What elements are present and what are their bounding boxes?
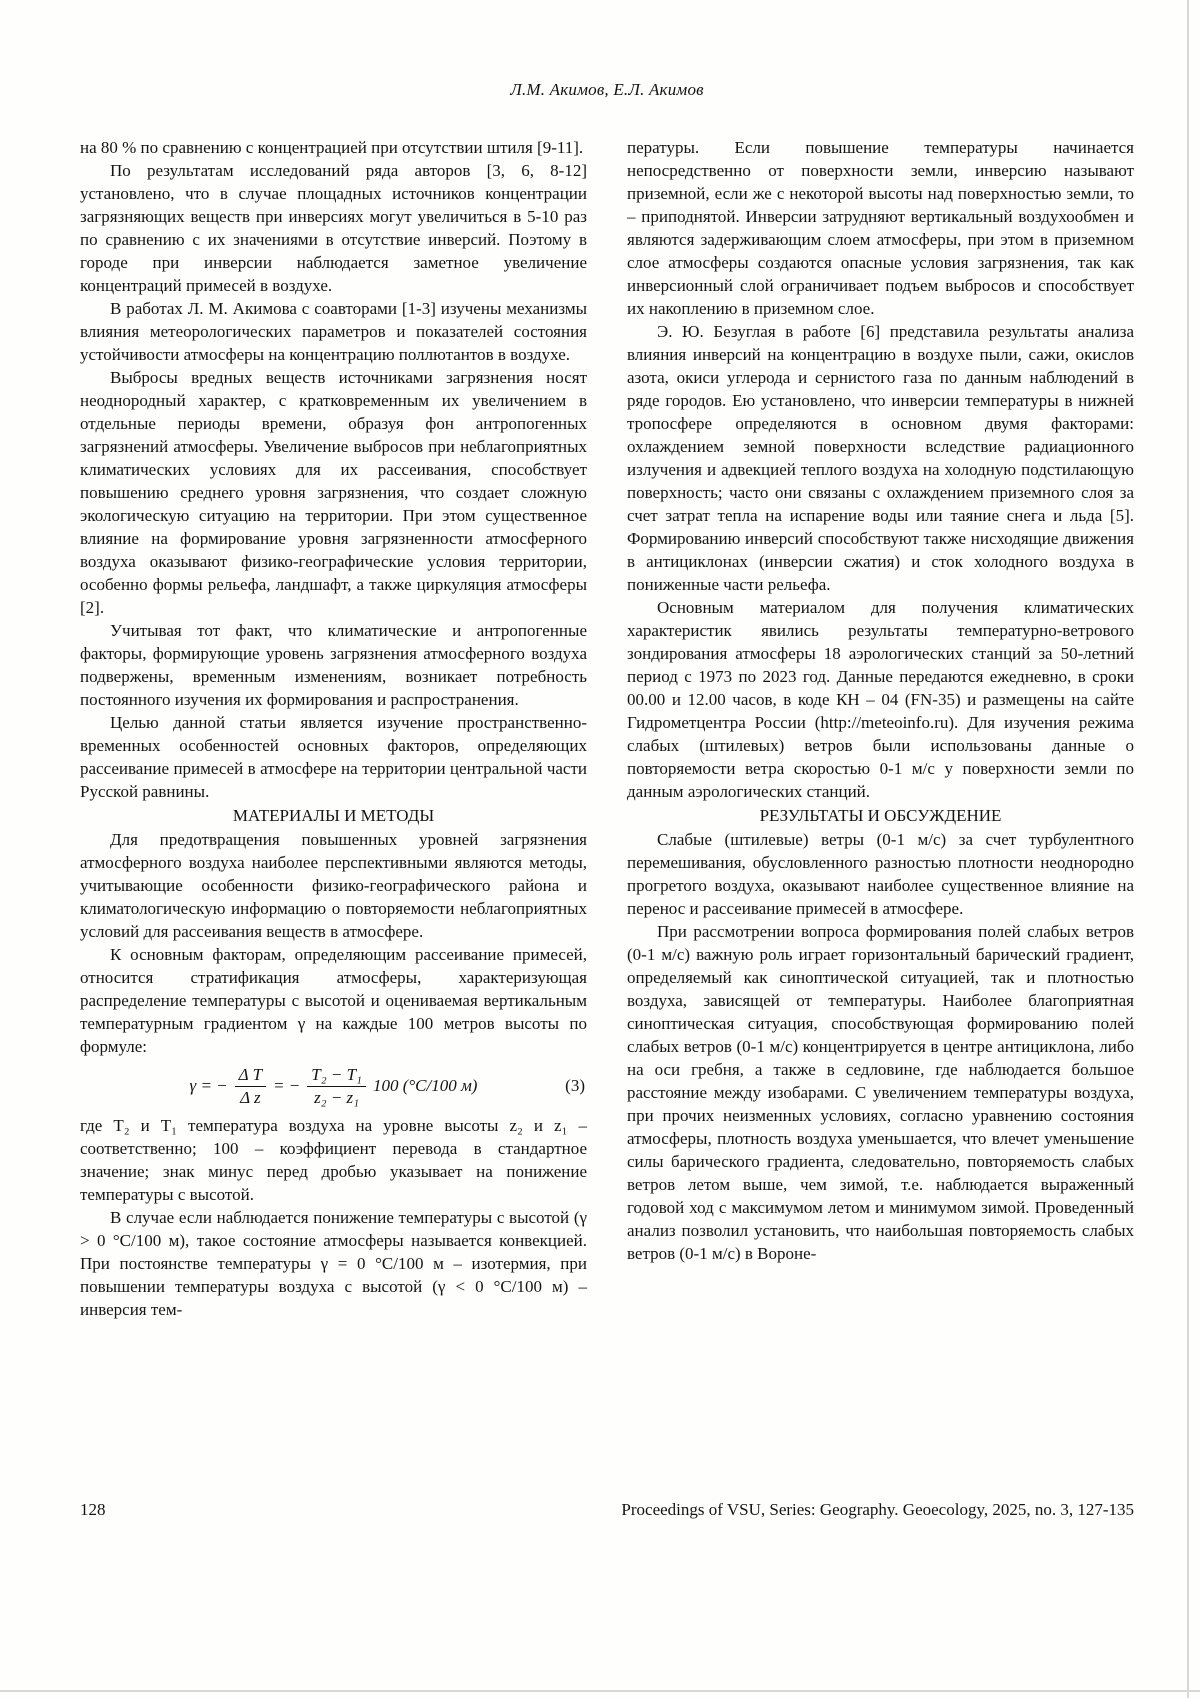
paragraph: Э. Ю. Безуглая в работе [6] представила результаты анализа влияния инверсий на концентрацию в воздухе пыли, сажи, окислов азота, окиси углерода и сернистого газа по данным наблюдений в ряде городов. Ею установлено, что инверсии температуры в нижней тропосфере определяются в основном двумя факторами: охлаждением земной поверхности вследствие радиационного излучения и адвекцией теплого воздуха на холодную подстилающую поверхность; часто они связаны с охлаждением приземного слоя за счет затрат тепла на испарение воды или таяние снега и льда [5]. Формированию инверсий способствуют также нисходящие движения в антициклонах (инверсии сжатия) и сток холодного воздуха в пониженные части рельефа.	[627, 322, 1134, 594]
formula-mid: = −	[273, 1076, 301, 1096]
formula-lhs: γ = −	[189, 1076, 228, 1096]
paragraph: В случае если наблюдается понижение температуры с высотой (γ > 0 °C/100 м), такое состояние атмосферы называется конвекцией. При постоянстве температуры γ = 0 °C/100 м – изотермия, при повышении температуры воздуха с высотой (γ < 0 °C/100 м) – инверсия тем-	[80, 1208, 587, 1320]
paragraph: К основным факторам, определяющим рассеивание примесей, относится стратификация атмосферы, характеризующая распределение температуры с высотой и оцениваемая вертикальным температурным градиентом γ на каждые 100 метров высоты по формуле:	[80, 945, 587, 1056]
paragraph: Учитывая тот факт, что климатические и антропогенные факторы, формирующие уровень загрязнения атмосферного воздуха подвержены, временным изменениям, возникает потребность постоянного изучения их формирования и распространения.	[80, 621, 587, 709]
formula-fraction-temp: $\frac{\text{T₂ − T₁}}{\text{z₂ − z₁}}$	[307, 1065, 366, 1107]
paragraph: Для предотвращения повышенных уровней загрязнения атмосферного воздуха наиболее перспективными являются методы, учитывающие особенности физико-географического района и климатологическую информацию о повторяемости неблагоприятных условий для рассеивания веществ в атмосфере.	[80, 830, 587, 941]
left-column	[80, 136, 587, 1321]
page-number: 128	[80, 1500, 106, 1519]
formula-tail: 100 (°C/100 м)	[372, 1076, 478, 1096]
journal-line: Proceedings of VSU, Series: Geography. Geoecology, 2025, no. 3, 127-135	[621, 1500, 1134, 1519]
paragraph: Основным материалом для получения климатических характеристик явились результаты температурно-ветрового зондирования атмосферы 18 аэрологических станций за 50-летний период с 1973 по 2023 год. Данные передаются ежедневно, в сроки 00.00 и 12.00 часов, в коде КН – 04 (FN-35) и размещены на сайте Гидрометцентра России (http://meteoinfo.ru). Для изучения режима слабых (штилевых) ветров были использованы данные о повторяемости ветра скоростью 0-1 м/с у поверхности земли по данным аэрологических станций.	[627, 598, 1134, 801]
paragraph: При рассмотрении вопроса формирования полей слабых ветров (0-1 м/с) важную роль играет горизонтальный барический градиент, определяемый как синоптической ситуацией, так и плотностью воздуха, зависящей от температуры. Наиболее благоприятная синоптическая ситуация, способствующая формированию полей слабых ветров (0-1 м/с) концентрируется в центре антициклона, либо на оси гребня, а также в седловине, где наблюдается большое расстояние между изобарами. С увеличением температуры воздуха, при прочих неизменных условиях, согласно уравнению состояния атмосферы, плотность воздуха уменьшается, что влечет уменьшение силы барического градиента, следовательно, повторяемость слабых ветров летом выше, чем зимой, т.е. наблюдается выраженный годовой ход с максимумом летом и минимумом зимой. Проведенный анализ позволил установить, что наибольшая повторяемость слабых ветров (0-1 м/с) в Вороне-	[627, 922, 1134, 1263]
paragraph: на 80 % по сравнению с концентрацией при отсутствии штиля [9-11].	[80, 138, 584, 157]
two-column-text	[80, 136, 1134, 1321]
paragraph: Выбросы вредных веществ источниками загрязнения носят неоднородный характер, с кратковременным их увеличением в отдельные периоды времени, образуя фон антропогенных загрязнений атмосферы. Увеличение выбросов при неблагоприятных климатических условиях для их рассеивания, способствует повышению среднего уровня загрязнения, что создает сложную экологическую ситуацию на территории. При этом существенное влияние на формирование уровня загрязненности атмосферного воздуха оказывают физико-географические условия территории, особенно формы рельефа, ландшафт, а также циркуляция атмосферы [2].	[80, 368, 587, 617]
right-column	[627, 136, 1134, 1321]
paragraph: Целью данной статьи является изучение пространственно-временных особенностей основных факторов, определяющих рассеивание примесей в атмосфере на территории центральной части Русской равнины.	[80, 713, 587, 801]
scan-edge-bottom	[0, 1690, 1200, 1692]
paragraph: Слабые (штилевые) ветры (0-1 м/с) за счет турбулентного перемешивания, обусловленного разностью плотности неоднородно прогретого воздуха, оказывают наиболее существенное влияние на перенос и рассеивание примесей в атмосфере.	[627, 830, 1134, 918]
scan-edge-right	[1187, 0, 1189, 1698]
authors-line: Л.М. Акимов, Е.Л. Акимов	[510, 80, 704, 99]
paragraph: пературы. Если повышение температуры начинается непосредственно от поверхности земли, инверсию называют приземной, если же с некоторой высоты над поверхностью земли, то – приподнятой. Инверсии затрудняют вертикальный воздухообмен и являются задерживающим слоем атмосферы, при этом в приземном слое атмосферы создаются опасные условия загрязнения, так как инверсионный слой ограничивает подъем выбросов и способствует их накоплению в приземном слое.	[627, 138, 1134, 318]
page-footer	[80, 1500, 1134, 1520]
formula-number: (3)	[565, 1076, 585, 1096]
paragraph: где T₂ и T₁ температура воздуха на уровне высоты z₂ и z₁ – соответственно; 100 – коэффициент перевода в стандартное значение; знак минус перед дробью указывает на понижение температуры с высотой.	[80, 1116, 587, 1205]
page-content	[80, 80, 1134, 1321]
paragraph: В работах Л. М. Акимова с соавторами [1-3] изучены механизмы влияния метеорологических параметров и показателей состояния устойчивости атмосферы на концентрацию поллютантов в воздухе.	[80, 299, 587, 364]
section-heading-results-discussion: РЕЗУЛЬТАТЫ И ОБСУЖДЕНИЕ	[759, 806, 1002, 825]
formula-fraction-delta: $\frac{\text{Δ T}}{\text{Δ z}}$	[235, 1065, 266, 1107]
formula-3	[80, 1058, 587, 1114]
paragraph: По результатам исследований ряда авторов [3, 6, 8-12] установлено, что в случае площадных источников концентрации загрязняющих веществ при инверсиях могут увеличиться в 5-10 раз по сравнению с их значениями в отсутствие инверсий. Поэтому в городе при инверсии наблюдается заметное увеличение концентраций примесей в воздухе.	[80, 161, 587, 295]
section-heading-materials-methods: МАТЕРИАЛЫ И МЕТОДЫ	[232, 806, 435, 825]
